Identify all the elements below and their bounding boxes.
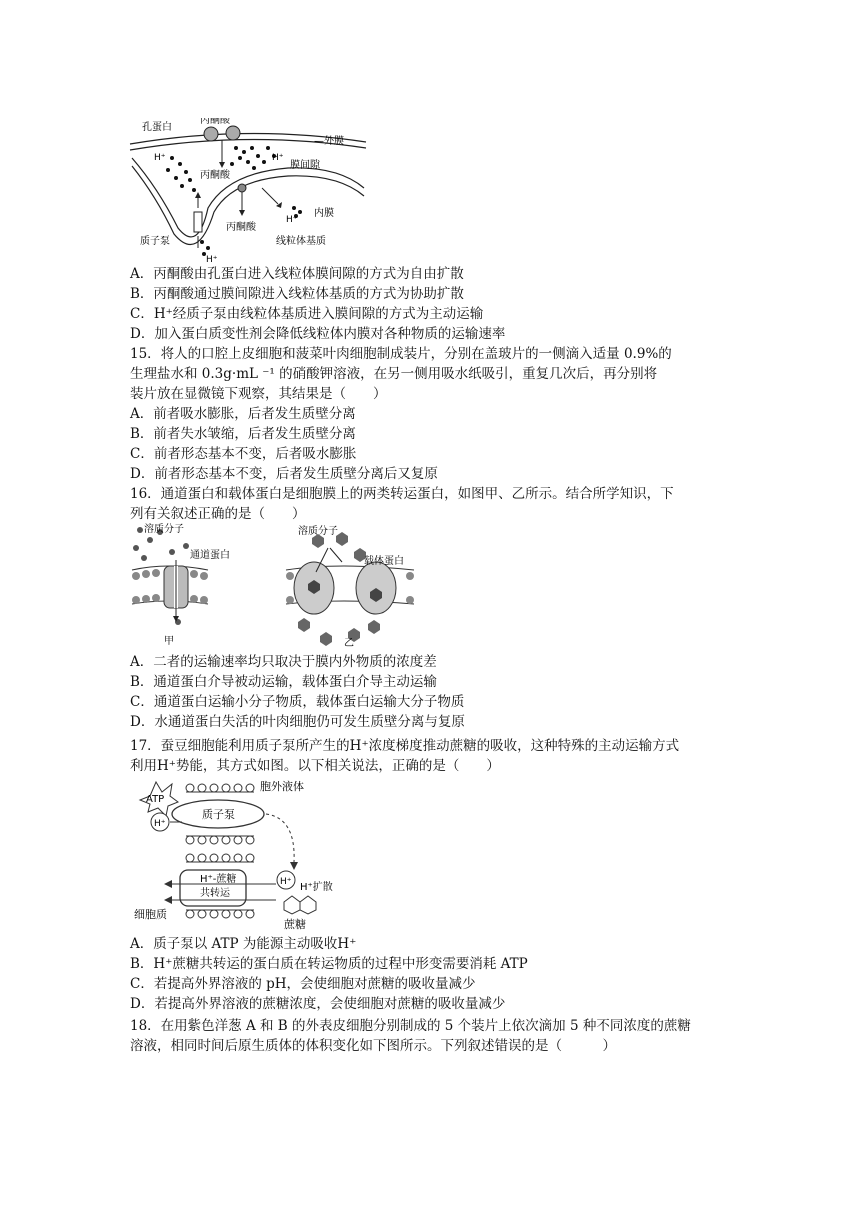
cotransport-label-1: H⁺-蔗糖	[200, 874, 237, 885]
q14-option-c: C．H⁺经质子泵由线粒体基质进入膜间隙的方式为主动运输	[130, 306, 484, 322]
cytoplasm-label: 细胞质	[134, 908, 167, 921]
proton-pump-label: 质子泵	[140, 236, 170, 247]
q18-stem-line1: 18．在用紫色洋葱 A 和 B 的外表皮细胞分别制成的 5 个装片上依次滴加 5 种不同浓度的蔗糖	[130, 1018, 691, 1034]
pyruvate-mid-label: 丙酮酸	[200, 170, 230, 181]
q15-stem-line1: 15．将人的口腔上皮细胞和菠菜叶肉细胞制成装片，分别在盖玻片的一侧滴入适量 0.9%的	[130, 346, 672, 362]
q16-stem-line2: 列有关叙述正确的是（ ）	[130, 506, 306, 522]
transport-protein-diagram	[128, 522, 418, 652]
q17-option-b: B．H⁺蔗糖共转运的蛋白质在转运物质的过程中形变需要消耗 ATP	[130, 956, 528, 972]
q16-option-b: B．通道蛋白介导被动运输，载体蛋白介导主动运输	[130, 674, 437, 690]
q14-option-b: B．丙酮酸通过膜间隙进入线粒体基质的方式为协助扩散	[130, 286, 464, 302]
proton-pump-diagram	[130, 778, 370, 930]
q16-stem-line1: 16．通道蛋白和载体蛋白是细胞膜上的两类转运蛋白，如图甲、乙所示。结合所学知识，下	[130, 486, 674, 502]
q16-option-a: A．二者的运输速率均只取决于膜内外物质的浓度差	[130, 654, 437, 670]
q16-option-c: C．通道蛋白运输小分子物质，载体蛋白运输大分子物质	[130, 694, 465, 710]
q14-option-a: A．丙酮酸由孔蛋白进入线粒体膜间隙的方式为自由扩散	[130, 266, 464, 282]
q15-option-d: D．前者形态基本不变，后者发生质壁分离后又复原	[130, 466, 438, 482]
solute-label-a: 溶质分子	[144, 524, 184, 535]
h-diffusion-label: H⁺扩散	[300, 882, 333, 893]
proton-sucrose-figure	[130, 778, 370, 930]
h-inner-label: H⁺	[286, 215, 298, 225]
porin-label: 孔蛋白	[142, 122, 172, 133]
mitochondria-transport-figure	[128, 118, 368, 264]
q15-stem-line3: 装片放在显微镜下观察，其结果是（ ）	[130, 386, 387, 402]
q17-stem-line1: 17．蚕豆细胞能利用质子泵所产生的H⁺浓度梯度推动蔗糖的吸收，这种特殊的主动运输方式	[130, 738, 680, 754]
carrier-protein-label: 载体蛋白	[364, 556, 404, 567]
q15-option-c: C．前者形态基本不变，后者吸水膨胀	[130, 446, 357, 462]
q16-option-d: D．水通道蛋白失活的叶肉细胞仍可发生质壁分离与复原	[130, 714, 465, 730]
extracellular-label: 胞外液体	[260, 780, 304, 793]
q14-option-d: D．加入蛋白质变性剂会降低线粒体内膜对各种物质的运输速率	[130, 326, 506, 342]
q17-option-c: C．若提高外界溶液的 pH，会使细胞对蔗糖的吸收量减少	[130, 976, 476, 992]
mitochondria-diagram	[128, 118, 368, 264]
q15-option-b: B．前者失水皱缩，后者发生质壁分离	[130, 426, 356, 442]
q17-option-a: A．质子泵以 ATP 为能源主动吸收H⁺	[130, 936, 357, 952]
pyruvate-top-label: 丙酮酸	[200, 118, 230, 126]
channel-protein-label: 通道蛋白	[190, 550, 230, 561]
q17-stem-line2: 利用H⁺势能，其方式如图。以下相关说法，正确的是（ ）	[130, 758, 500, 774]
q15-stem-line2: 生理盐水和 0.3g·mL ⁻¹ 的硝酸钾溶液，在另一侧用吸水纸吸引，重复几次后，再分别将	[130, 366, 658, 382]
h-plus-label-2: H⁺	[280, 877, 292, 887]
channel-carrier-figure	[128, 522, 418, 652]
h-left-label: H⁺	[154, 153, 166, 163]
h-right-label: H⁺	[272, 153, 284, 163]
pyruvate-bottom-label: 丙酮酸	[226, 222, 256, 233]
intermembrane-label: 膜间隙	[290, 160, 320, 171]
atp-label: ATP	[146, 794, 165, 805]
h-plus-label-1: H⁺	[154, 819, 166, 829]
outer-membrane-label: —外膜	[314, 136, 344, 147]
q18-stem-line2: 溶液，相同时间后原生质体的体积变化如下图所示。下列叙述错误的是（ ）	[130, 1038, 616, 1054]
proton-pump-label: 质子泵	[202, 808, 235, 821]
inner-membrane-label: 内膜	[314, 208, 334, 219]
sucrose-label: 蔗糖	[284, 918, 306, 930]
q15-option-a: A．前者吸水膨胀，后者发生质壁分离	[130, 406, 356, 422]
matrix-label: 线粒体基质	[276, 236, 326, 247]
cotransport-label-2: 共转运	[200, 888, 230, 899]
solute-label-b: 溶质分子	[298, 526, 338, 537]
q17-option-d: D．若提高外界溶液的蔗糖浓度，会使细胞对蔗糖的吸收量减少	[130, 996, 506, 1012]
panel-jia-label: 甲	[164, 636, 174, 647]
panel-yi-label: 乙	[344, 638, 354, 649]
h-bottom-label: H⁺	[206, 255, 218, 264]
